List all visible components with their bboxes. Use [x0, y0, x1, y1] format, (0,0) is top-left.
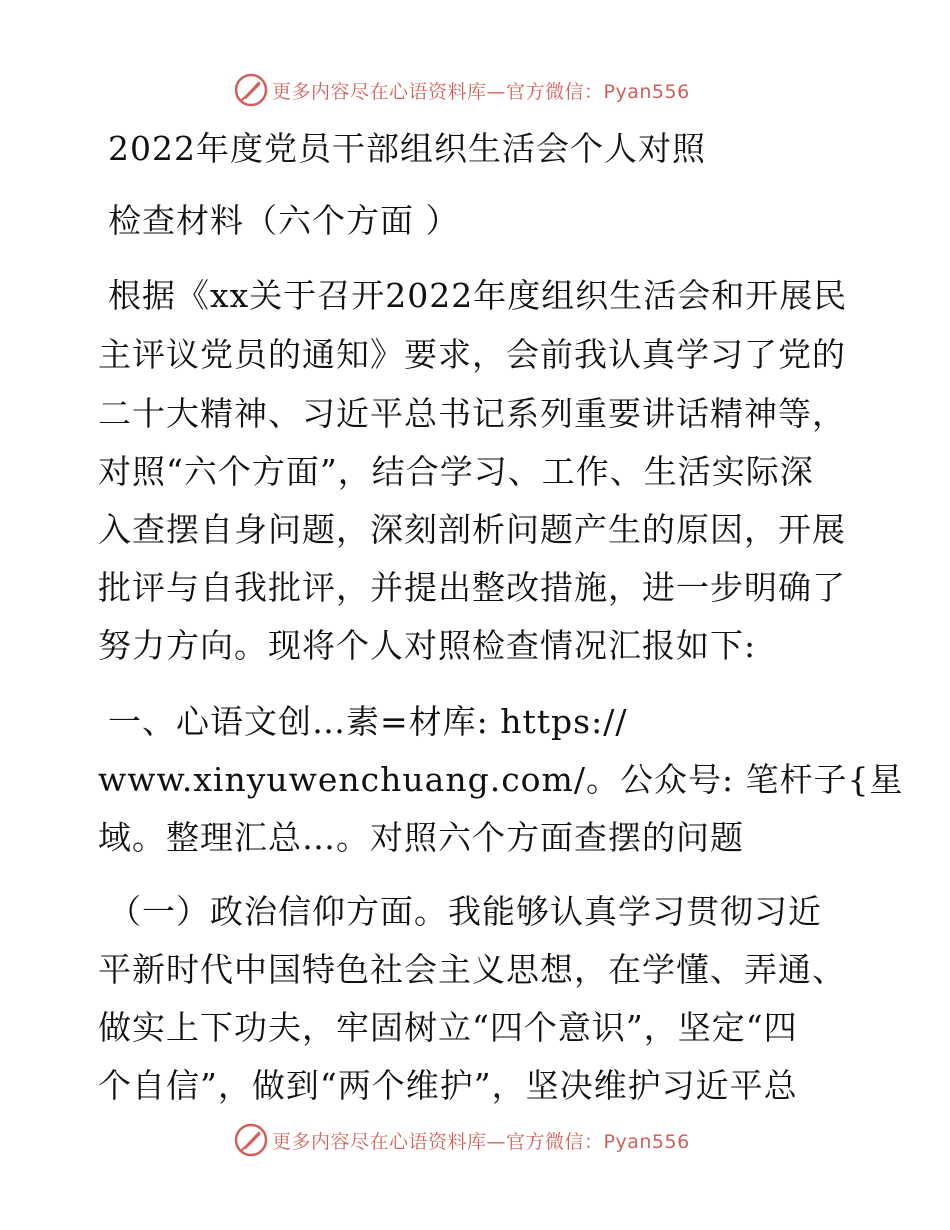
subsection-paragraph-line: 平新时代中国特色社会主义思想，在学懂、弄通、 — [98, 950, 846, 989]
watermark-text: 更多内容尽在心语资料库—官方微信：Pyan556 — [272, 80, 690, 103]
feather-pen-icon — [234, 73, 268, 107]
feather-pen-icon — [234, 1123, 268, 1157]
subsection-paragraph-line: 个自信”，做到“两个维护”，坚决维护习近平总 — [98, 1066, 798, 1105]
watermark-text: 更多内容尽在心语资料库—官方微信：Pyan556 — [272, 1130, 690, 1153]
section-heading-line: 一、心语文创…素=材库: https:// — [108, 702, 628, 741]
intro-paragraph-line: 批评与自我批评，并提出整改措施，进一步明确了 — [98, 568, 846, 607]
intro-paragraph-line: 二十大精神、习近平总书记系列重要讲话精神等， — [98, 394, 846, 433]
watermark-footer — [234, 1120, 690, 1160]
document-title-line-2: 检查材料（六个方面 ） — [108, 201, 460, 240]
subsection-paragraph-line: （一）政治信仰方面。我能够认真学习贯彻习近 — [108, 892, 822, 931]
intro-paragraph-line: 努力方向。现将个人对照检查情况汇报如下: — [98, 626, 757, 665]
intro-paragraph-line: 入查摆自身问题，深刻剖析问题产生的原因，开展 — [98, 510, 846, 549]
intro-paragraph-line: 根据《xx关于召开2022年度组织生活会和开展民 — [108, 276, 848, 315]
subsection-paragraph-line: 做实上下功夫，牢固树立“四个意识”，坚定“四 — [98, 1008, 798, 1047]
section-heading-line: www.xinyuwenchuang.com/。公众号: 笔杆子{星 — [98, 760, 904, 799]
watermark-header — [234, 70, 690, 110]
intro-paragraph-line: 对照“六个方面”，结合学习、工作、生活实际深 — [98, 452, 814, 491]
section-heading-line: 域。整理汇总…。对照六个方面查摆的问题 — [98, 818, 744, 857]
intro-paragraph-line: 主评议党员的通知》要求，会前我认真学习了党的 — [98, 335, 846, 374]
document-title-line-1: 2022年度党员干部组织生活会个人对照 — [108, 129, 706, 168]
